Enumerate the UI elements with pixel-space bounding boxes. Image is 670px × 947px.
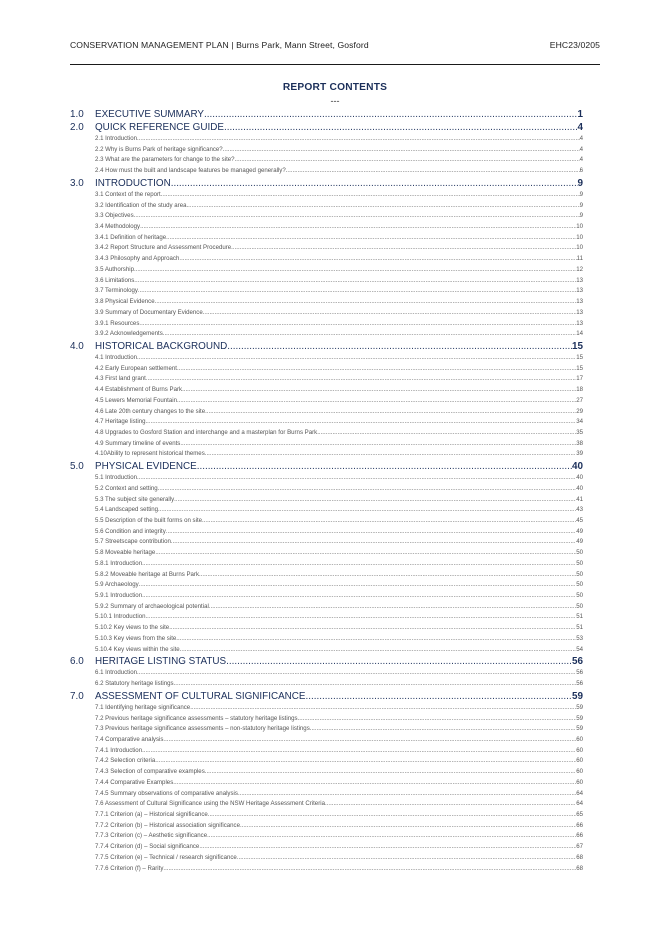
toc-dot-leader (145, 418, 576, 425)
toc-dot-leader (199, 843, 576, 850)
toc-dot-leader (163, 736, 576, 743)
toc-entry-title: 6.2 Statutory heritage listings (95, 680, 174, 688)
toc-subsection-entry[interactable] (70, 354, 583, 365)
toc-entry-page-number: 51 (576, 613, 583, 621)
toc-entry-title: 5.4 Landscaped setting (95, 506, 159, 514)
toc-dot-leader (226, 656, 572, 667)
toc-entry-number: 3.0 (70, 177, 84, 189)
toc-entry-title: 5.10.2 Key views to the site (95, 624, 170, 632)
toc-dot-leader (142, 592, 576, 599)
toc-dot-leader (227, 341, 572, 352)
toc-subsection-entry[interactable] (70, 757, 583, 768)
toc-dot-leader (207, 832, 576, 839)
toc-subsection-entry[interactable] (70, 592, 583, 603)
toc-dot-leader (182, 386, 576, 393)
toc-entry-page-number: 53 (576, 634, 583, 642)
toc-entry-page-number: 45 (576, 517, 583, 524)
toc-dot-leader (177, 365, 576, 372)
toc-subsection-entry[interactable] (70, 517, 583, 528)
toc-entry-page-number: 50 (576, 570, 583, 578)
toc-entry-title: 7.1 Identifying heritage significance (95, 703, 191, 711)
toc-subsection-entry[interactable] (70, 865, 583, 876)
toc-entry-page-number: 68 (576, 864, 583, 872)
toc-entry-title: 3.6 Limitations (95, 276, 135, 284)
toc-entry-title: 3.9 Summary of Documentary Evidence (95, 308, 203, 316)
toc-entry-page-number: 50 (576, 592, 583, 600)
toc-entry-page-number: 9 (577, 177, 583, 189)
toc-subsection-entry[interactable] (70, 234, 583, 245)
toc-dot-leader (231, 244, 576, 251)
toc-entry-number: 6.0 (70, 656, 84, 668)
toc-dot-leader (137, 474, 576, 481)
toc-entry-title: 4.4 Establishment of Burns Park (95, 386, 183, 394)
toc-entry-page-number: 40 (572, 461, 583, 473)
toc-subsection-entry[interactable] (70, 800, 583, 811)
toc-entry-title: 3.2 Identification of the study area (95, 201, 187, 209)
toc-entry-title: 7.7.1 Criterion (a) – Historical significance (95, 810, 208, 818)
toc-dot-leader (205, 450, 576, 457)
toc-entry-page-number: 6 (579, 167, 583, 175)
toc-entry-title: ASSESSMENT OF CULTURAL SIGNIFICANCE (95, 690, 306, 702)
toc-dot-leader (186, 202, 579, 209)
toc-entry-page-number: 50 (576, 549, 583, 557)
toc-entry-title: 7.7.2 Criterion (b) – Historical association significance (95, 821, 240, 829)
toc-entry-title: 4.10Ability to represent historical themes (95, 450, 205, 458)
header-document-title: CONSERVATION MANAGEMENT PLAN | Burns Park, Mann Street, Gosford (70, 40, 369, 50)
toc-subsection-entry[interactable] (70, 779, 583, 790)
toc-subsection-entry[interactable] (70, 429, 583, 440)
toc-entry-title: 5.9 Archaeology (95, 581, 139, 589)
toc-subsection-entry[interactable] (70, 202, 583, 213)
toc-entry-page-number: 49 (576, 527, 583, 535)
toc-entry-page-number: 13 (576, 276, 583, 284)
toc-subsection-entry[interactable] (70, 320, 583, 331)
toc-entry-page-number: 64 (576, 800, 583, 808)
toc-entry-page-number: 59 (576, 725, 583, 733)
toc-dot-leader (137, 354, 576, 361)
toc-entry-title: 7.4.5 Summary observations of comparative analysis (95, 789, 238, 797)
toc-entry-number: 5.0 (70, 461, 84, 473)
toc-dot-leader (237, 854, 576, 861)
toc-subsection-entry[interactable] (70, 822, 583, 833)
toc-dot-leader (223, 146, 580, 153)
toc-entry-page-number: 9 (579, 190, 583, 198)
toc-dot-leader (137, 135, 580, 142)
toc-entry-number: 2.0 (70, 122, 84, 133)
toc-subsection-entry[interactable] (70, 485, 583, 496)
toc-entry-title: 7.4.3 Selection of comparative examples (95, 768, 205, 776)
toc-entry-title: HERITAGE LISTING STATUS (95, 656, 227, 668)
toc-entry-page-number: 29 (576, 407, 583, 415)
toc-subsection-entry[interactable] (70, 549, 583, 560)
toc-dot-leader (171, 178, 578, 189)
toc-entry-title: 5.8.2 Moveable heritage at Burns Park (95, 570, 199, 578)
toc-dot-leader (173, 779, 576, 786)
toc-entry-title: 4.2 Early European settlement (95, 364, 177, 372)
toc-subsection-entry[interactable] (70, 191, 583, 202)
toc-entry-page-number: 15 (572, 340, 583, 352)
toc-subsection-entry[interactable] (70, 397, 583, 408)
toc-entry-page-number: 13 (576, 298, 583, 306)
toc-dot-leader (155, 298, 577, 305)
toc-dot-leader (146, 375, 576, 382)
toc-subsection-entry[interactable] (70, 408, 583, 419)
toc-subsection-entry[interactable] (70, 223, 583, 234)
toc-entry-title: QUICK REFERENCE GUIDE (95, 122, 224, 133)
toc-subsection-entry[interactable] (70, 624, 583, 635)
toc-dot-leader (161, 191, 580, 198)
toc-entry-page-number: 18 (576, 386, 583, 394)
toc-dot-leader (197, 461, 572, 472)
toc-entry-page-number: 60 (576, 768, 583, 776)
toc-entry-page-number: 56 (572, 656, 583, 668)
toc-entry-title: 4.6 Late 20th century changes to the site (95, 407, 206, 415)
toc-entry-title: 7.3 Previous heritage significance assessments – non-statutory heritage listings (95, 725, 310, 733)
toc-entry-title: 6.1 Introduction (95, 669, 138, 677)
toc-entry-title: 7.2 Previous heritage significance assessments – statutory heritage listings (95, 714, 298, 722)
toc-entry-page-number: 64 (576, 789, 583, 797)
toc-entry-title: 3.8 Physical Evidence (95, 298, 155, 306)
toc-entry-page-number: 15 (576, 353, 583, 361)
toc-entry-page-number: 60 (576, 746, 583, 754)
toc-dot-leader (190, 704, 576, 711)
toc-entry-title: 7.7.6 Criterion (f) – Rarity (95, 864, 164, 872)
toc-subsection-entry[interactable] (70, 811, 583, 822)
toc-entry-page-number: 38 (576, 439, 583, 447)
toc-dot-leader (174, 680, 577, 687)
toc-subsection-entry[interactable] (70, 715, 583, 726)
toc-entry-number: 1.0 (70, 109, 84, 120)
toc-dot-leader (238, 790, 576, 797)
toc-dot-leader (317, 429, 576, 436)
toc-entry-title: 5.10.1 Introduction (95, 613, 146, 621)
header-reference-number: EHC23/0205 (549, 40, 600, 50)
toc-dot-leader (177, 397, 576, 404)
toc-entry-page-number: 10 (576, 244, 583, 252)
toc-entry-page-number: 4 (579, 156, 583, 164)
toc-entry-title: 3.4.2 Report Structure and Assessment Procedure (95, 244, 232, 252)
table-of-contents (70, 109, 583, 875)
toc-entry-title: 5.7 Streetscape contribution (95, 538, 171, 546)
toc-subsection-entry[interactable] (70, 496, 583, 507)
toc-entry-title: 5.9.1 Introduction (95, 592, 143, 600)
toc-entry-title: 5.2 Context and setting (95, 484, 158, 492)
toc-subsection-entry[interactable] (70, 255, 583, 266)
toc-entry-page-number: 68 (576, 853, 583, 861)
toc-entry-page-number: 50 (576, 602, 583, 610)
header-rule (70, 64, 600, 65)
toc-subsection-entry[interactable] (70, 418, 583, 429)
toc-entry-title: 4.3 First land grant (95, 375, 146, 383)
toc-entry-title: 3.9.2 Acknowledgements (95, 330, 163, 338)
toc-entry-page-number: 66 (576, 821, 583, 829)
toc-subsection-entry[interactable] (70, 581, 583, 592)
toc-dot-leader (209, 603, 576, 610)
toc-entry-page-number: 40 (576, 474, 583, 482)
toc-subsection-entry[interactable] (70, 506, 583, 517)
toc-entry-page-number: 49 (576, 538, 583, 546)
toc-dot-leader (224, 122, 578, 133)
toc-dot-leader (139, 320, 576, 327)
toc-entry-page-number: 11 (576, 255, 583, 263)
toc-entry-page-number: 50 (576, 581, 583, 589)
toc-dot-leader (140, 223, 576, 230)
toc-dot-leader (298, 715, 577, 722)
toc-subsection-entry[interactable] (70, 330, 583, 341)
toc-entry-title: PHYSICAL EVIDENCE (95, 461, 197, 473)
toc-subsection-entry[interactable] (70, 790, 583, 801)
toc-entry-page-number: 13 (576, 287, 583, 295)
toc-entry-title: 3.1 Context of the report (95, 190, 161, 198)
toc-entry-title: 4.5 Lewers Memorial Fountain (95, 396, 177, 404)
toc-subsection-entry[interactable] (70, 736, 583, 747)
toc-subsection-entry[interactable] (70, 747, 583, 758)
toc-dot-leader (158, 485, 577, 492)
toc-dot-leader (166, 528, 576, 535)
toc-dot-leader (180, 646, 577, 653)
toc-section-entry[interactable] (70, 341, 583, 354)
toc-entry-title: 3.4 Methodology (95, 223, 141, 231)
toc-subsection-entry[interactable] (70, 832, 583, 843)
toc-entry-page-number: 4 (577, 122, 583, 133)
page-header (70, 40, 600, 56)
toc-subsection-entry[interactable] (70, 603, 583, 614)
toc-subsection-entry[interactable] (70, 635, 583, 646)
toc-entry-page-number: 13 (576, 319, 583, 327)
toc-entry-title: 5.3 The subject site generally (95, 495, 175, 503)
toc-entry-title: 5.8.1 Introduction (95, 559, 143, 567)
toc-entry-title: 3.9.1 Resources (95, 319, 140, 327)
toc-entry-title: 5.10.3 Key views from the site (95, 634, 177, 642)
toc-dot-leader (138, 287, 576, 294)
toc-entry-page-number: 54 (576, 645, 583, 653)
toc-entry-page-number: 40 (576, 484, 583, 492)
toc-subsection-entry[interactable] (70, 669, 583, 680)
toc-entry-page-number: 12 (576, 265, 583, 273)
toc-dot-leader (134, 277, 576, 284)
toc-entry-page-number: 13 (576, 308, 583, 316)
toc-subsection-entry[interactable] (70, 680, 583, 691)
toc-entry-page-number: 4 (579, 145, 583, 153)
toc-subsection-entry[interactable] (70, 528, 583, 539)
toc-dot-leader (169, 624, 576, 631)
toc-dot-leader (286, 167, 580, 174)
toc-dot-leader (240, 822, 576, 829)
toc-entry-title: HISTORICAL BACKGROUND (95, 340, 228, 352)
toc-dot-leader (155, 757, 576, 764)
toc-subsection-entry[interactable] (70, 298, 583, 309)
toc-dot-leader (199, 571, 576, 578)
toc-subsection-entry[interactable] (70, 560, 583, 571)
toc-subsection-entry[interactable] (70, 212, 583, 223)
toc-section-entry[interactable] (70, 109, 583, 122)
page-title: REPORT CONTENTS (282, 82, 388, 93)
toc-entry-title: 7.7.4 Criterion (d) – Social significance (95, 843, 200, 851)
toc-entry-page-number: 59 (576, 703, 583, 711)
toc-entry-title: 3.4.1 Definition of heritage (95, 233, 167, 241)
toc-entry-number: 7.0 (70, 690, 84, 702)
toc-entry-page-number: 9 (579, 201, 583, 209)
toc-entry-page-number: 60 (576, 778, 583, 786)
toc-entry-title: 5.8 Moveable heritage (95, 549, 156, 557)
toc-entry-page-number: 4 (579, 135, 583, 142)
toc-entry-page-number: 15 (576, 364, 583, 372)
toc-entry-page-number: 1 (577, 109, 583, 120)
toc-entry-page-number: 60 (576, 735, 583, 743)
toc-entry-title: 7.6 Assessment of Cultural Significance using the NSW Heritage Assessment Criteria (95, 800, 325, 808)
toc-dot-leader (205, 768, 576, 775)
toc-entry-title: EXECUTIVE SUMMARY (95, 109, 205, 120)
toc-dot-leader (155, 549, 576, 556)
toc-entry-title: 2.3 What are the parameters for change to the site? (95, 156, 235, 164)
toc-subsection-entry[interactable] (70, 474, 583, 485)
toc-entry-title: 5.10.4 Key views within the site (95, 645, 180, 653)
toc-entry-title: 7.4.1 Introduction (95, 746, 143, 754)
toc-entry-page-number: 60 (576, 757, 583, 765)
toc-subsection-entry[interactable] (70, 386, 583, 397)
toc-entry-title: 7.7.5 Criterion (e) – Technical / research significance (95, 853, 237, 861)
toc-entry-title: 2.1 Introduction (95, 135, 138, 142)
toc-dot-leader (145, 613, 576, 620)
toc-entry-title: INTRODUCTION (95, 177, 171, 189)
toc-subsection-entry[interactable] (70, 854, 583, 865)
toc-entry-page-number: 59 (576, 714, 583, 722)
toc-dot-leader (158, 506, 576, 513)
toc-section-entry[interactable] (70, 178, 583, 191)
toc-entry-title: 7.4.2 Selection criteria (95, 757, 156, 765)
toc-dot-leader (203, 309, 577, 316)
toc-entry-page-number: 34 (576, 418, 583, 426)
toc-entry-page-number: 67 (576, 843, 583, 851)
toc-entry-title: 3.5 Authorship (95, 265, 134, 273)
toc-dot-leader (179, 255, 576, 262)
toc-entry-title: 4.8 Upgrades to Gosford Station and interchange and a masterplan for Burns Park (95, 428, 318, 436)
toc-subsection-entry[interactable] (70, 646, 583, 657)
toc-subsection-entry[interactable] (70, 725, 583, 736)
toc-entry-page-number: 43 (576, 506, 583, 514)
toc-entry-page-number: 10 (576, 233, 583, 241)
toc-entry-page-number: 27 (576, 396, 583, 404)
toc-subsection-entry[interactable] (70, 135, 583, 146)
toc-dot-leader (134, 212, 580, 219)
toc-entry-title: 7.4.4 Comparative Examples (95, 778, 174, 786)
toc-dot-leader (205, 408, 576, 415)
toc-entry-title: 2.4 How must the built and landscape features be managed generally? (95, 167, 286, 175)
toc-section-entry[interactable] (70, 656, 583, 669)
toc-entry-page-number: 9 (579, 212, 583, 220)
toc-dot-leader (134, 266, 576, 273)
toc-entry-title: 3.3 Objectives (95, 212, 134, 220)
toc-dot-leader (180, 440, 576, 447)
toc-dot-leader (142, 747, 576, 754)
toc-entry-page-number: 10 (576, 223, 583, 231)
title-separator: --- (330, 96, 340, 106)
toc-entry-title: 4.9 Summary timeline of events (95, 439, 181, 447)
toc-dot-leader (163, 865, 576, 872)
toc-entry-page-number: 35 (576, 428, 583, 436)
toc-subsection-entry[interactable] (70, 266, 583, 277)
toc-entry-title: 3.7 Terminology (95, 287, 138, 295)
toc-entry-page-number: 41 (576, 495, 583, 503)
toc-subsection-entry[interactable] (70, 843, 583, 854)
toc-entry-number: 4.0 (70, 340, 84, 352)
toc-dot-leader (310, 725, 576, 732)
toc-subsection-entry[interactable] (70, 156, 583, 167)
toc-entry-title: 5.9.2 Summary of archaeological potential (95, 602, 209, 610)
toc-dot-leader (235, 156, 580, 163)
toc-entry-page-number: 56 (576, 669, 583, 677)
toc-dot-leader (325, 800, 576, 807)
toc-entry-page-number: 17 (576, 375, 583, 383)
toc-entry-page-number: 39 (576, 450, 583, 458)
toc-entry-page-number: 65 (576, 810, 583, 818)
toc-dot-leader (174, 496, 576, 503)
toc-entry-page-number: 51 (576, 624, 583, 632)
toc-section-entry[interactable] (70, 461, 583, 474)
toc-subsection-entry[interactable] (70, 571, 583, 582)
toc-entry-page-number: 59 (572, 690, 583, 702)
toc-subsection-entry[interactable] (70, 538, 583, 549)
toc-entry-page-number: 56 (576, 680, 583, 688)
toc-section-entry[interactable] (70, 122, 583, 135)
toc-entry-title: 2.2 Why is Burns Park of heritage significance? (95, 145, 223, 153)
toc-entry-title: 3.4.3 Philosophy and Approach (95, 255, 180, 263)
toc-subsection-entry[interactable] (70, 277, 583, 288)
toc-dot-leader (163, 330, 576, 337)
toc-dot-leader (176, 635, 576, 642)
toc-dot-leader (202, 517, 576, 524)
toc-entry-title: 4.7 Heritage listing (95, 418, 146, 426)
toc-dot-leader (142, 560, 576, 567)
toc-subsection-entry[interactable] (70, 167, 583, 178)
toc-subsection-entry[interactable] (70, 768, 583, 779)
toc-entry-page-number: 14 (576, 330, 583, 338)
toc-dot-leader (171, 538, 576, 545)
toc-dot-leader (204, 109, 577, 120)
toc-subsection-entry[interactable] (70, 375, 583, 386)
toc-entry-title: 5.5 Description of the built forms on site (95, 517, 203, 524)
toc-entry-title: 7.4 Comparative analysis (95, 735, 164, 743)
toc-dot-leader (208, 811, 576, 818)
toc-entry-title: 4.1 Introduction (95, 353, 138, 361)
toc-subsection-entry[interactable] (70, 450, 583, 461)
toc-section-entry[interactable] (70, 691, 583, 704)
toc-dot-leader (139, 581, 577, 588)
toc-entry-page-number: 50 (576, 559, 583, 567)
toc-subsection-entry[interactable] (70, 613, 583, 624)
toc-subsection-entry[interactable] (70, 704, 583, 715)
toc-subsection-entry[interactable] (70, 244, 583, 255)
toc-dot-leader (137, 669, 576, 676)
toc-dot-leader (166, 234, 576, 241)
toc-entry-title: 7.7.3 Criterion (c) – Aesthetic significance (95, 832, 208, 840)
toc-subsection-entry[interactable] (70, 146, 583, 157)
toc-subsection-entry[interactable] (70, 309, 583, 320)
toc-subsection-entry[interactable] (70, 287, 583, 298)
toc-dot-leader (306, 691, 572, 702)
toc-subsection-entry[interactable] (70, 365, 583, 376)
toc-subsection-entry[interactable] (70, 440, 583, 451)
toc-entry-title: 5.1 Introduction (95, 474, 138, 482)
toc-entry-title: 5.6 Condition and integrity (95, 527, 166, 535)
toc-entry-page-number: 66 (576, 832, 583, 840)
